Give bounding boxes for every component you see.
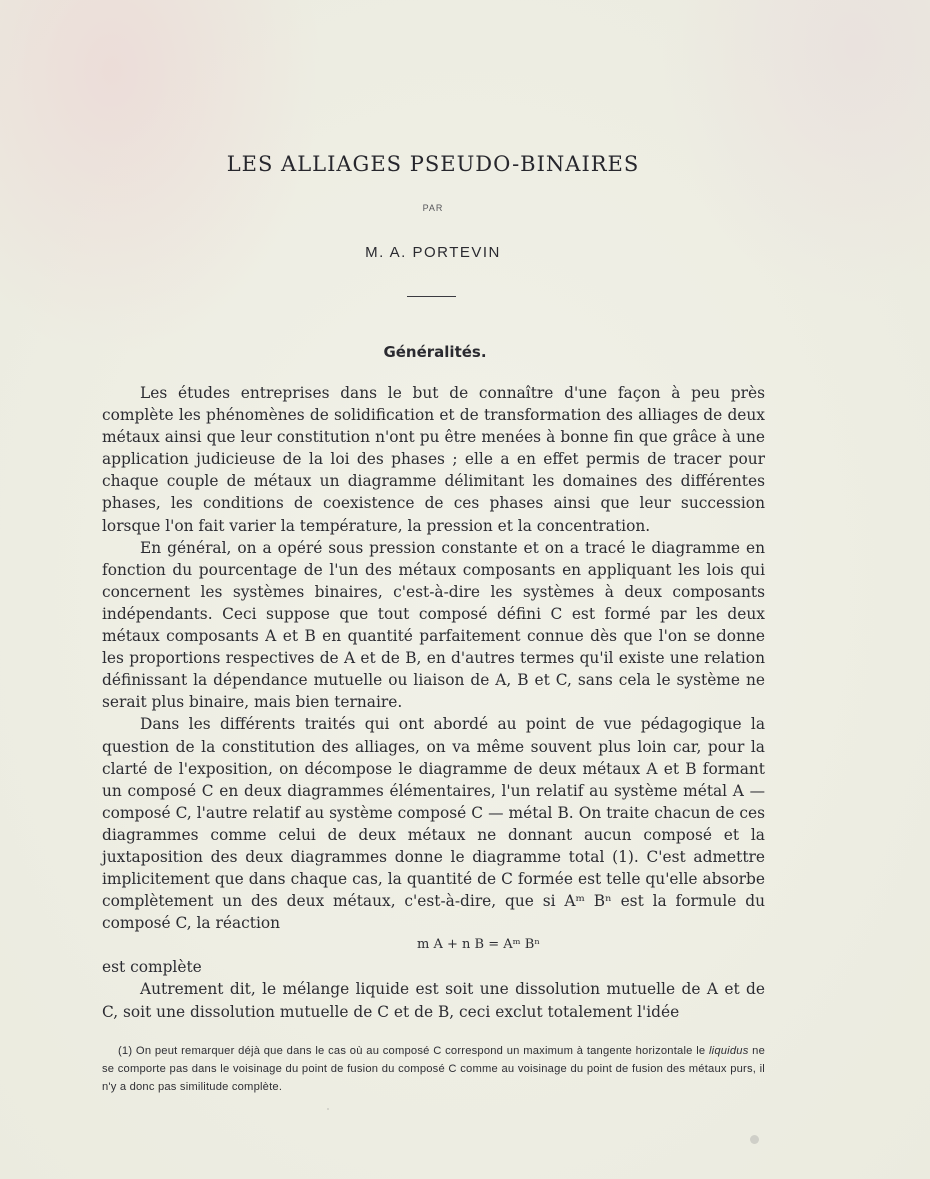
footnote-part-1: (1) On peut remarquer déjà que dans le cas où au composé C correspond un maximum à tangente horizontale le xyxy=(118,1045,709,1057)
reaction-equation: m A + n B = Aᵐ Bⁿ xyxy=(417,937,540,953)
paragraph-2: En général, on a opéré sous pression constante et on a tracé le diagramme en fonction du pourcentage de l'un des métaux composants en appliquant les lois qui concernent les systèmes binaires, c'est-à-dire les systèmes à deux composants indépendants. Ceci suppose que tout composé défini C est formé par les deux métaux composants A et B en quantité parfaitement connue dès que l'on se donne les proportions respectives de A et de B, en d'autres termes qu'il existe une relation définissant la dépendance mutuelle ou liaison de A, B et C, sans cela le système ne serait plus binaire, mais bien ternaire. xyxy=(102,538,765,712)
author-name: M. A. PORTEVIN xyxy=(365,244,501,261)
paper-speck xyxy=(750,1135,759,1144)
footnote xyxy=(102,1042,765,1096)
paragraph-3-end: est complète xyxy=(102,958,202,977)
footnote-part-2: ne se comporte pas dans le voisinage du point de fusion du composé C comme au voisinage du point de fusion des métaux purs, il n'y a donc pas similitude complète. xyxy=(102,1045,766,1093)
paragraph-3: Dans les différents traités qui ont abordé au point de vue pédagogique la question de la constitution des alliages, on va même souvent plus loin car, pour la clarté de l'exposition, on décompose le diagramme de deux métaux A et B formant un composé C en deux diagrammes élémentaires, l'un relatif au système métal A — composé C, l'autre relatif au système composé C — métal B. On traite chacun de ces diagrammes comme celui de deux métaux ne donnant aucun composé et la juxtaposition des deux diagrammes donne le diagramme total (1). C'est admettre implicitement que dans chaque cas, la quantité de C formée est telle qu'elle absorbe complètement un des deux métaux, c'est-à-dire, que si Aᵐ Bⁿ est la formule du composé C, la réaction xyxy=(102,715,765,933)
article-body xyxy=(102,382,765,1023)
section-heading: Généralités. xyxy=(383,343,487,361)
paper-speck xyxy=(327,1108,329,1110)
title-divider xyxy=(407,296,456,297)
footnote-text xyxy=(102,1042,765,1096)
paragraph-4: Autrement dit, le mélange liquide est soit une dissolution mutuelle de A et de C, soit une dissolution mutuelle de C et de B, ceci exclut totalement l'idée xyxy=(102,980,765,1021)
by-line-par: PAR xyxy=(422,203,444,213)
article-title: LES ALLIAGES PSEUDO-BINAIRES xyxy=(226,152,640,176)
paragraph-1: Les études entreprises dans le but de connaître d'une façon à peu près complète les phénomènes de solidification et de transformation des alliages de deux métaux ainsi que leur constitution n'ont pu être menées à bonne fin que grâce à une application judicieuse de la loi des phases ; elle a en effet permis de tracer pour chaque couple de métaux un diagramme délimitant les domaines des différentes phases, les conditions de coexistence de ces phases ainsi que leur succession lorsque l'on fait varier la température, la pression et la concentration. xyxy=(102,384,765,535)
footnote-italic-term: liquidus xyxy=(708,1045,749,1057)
